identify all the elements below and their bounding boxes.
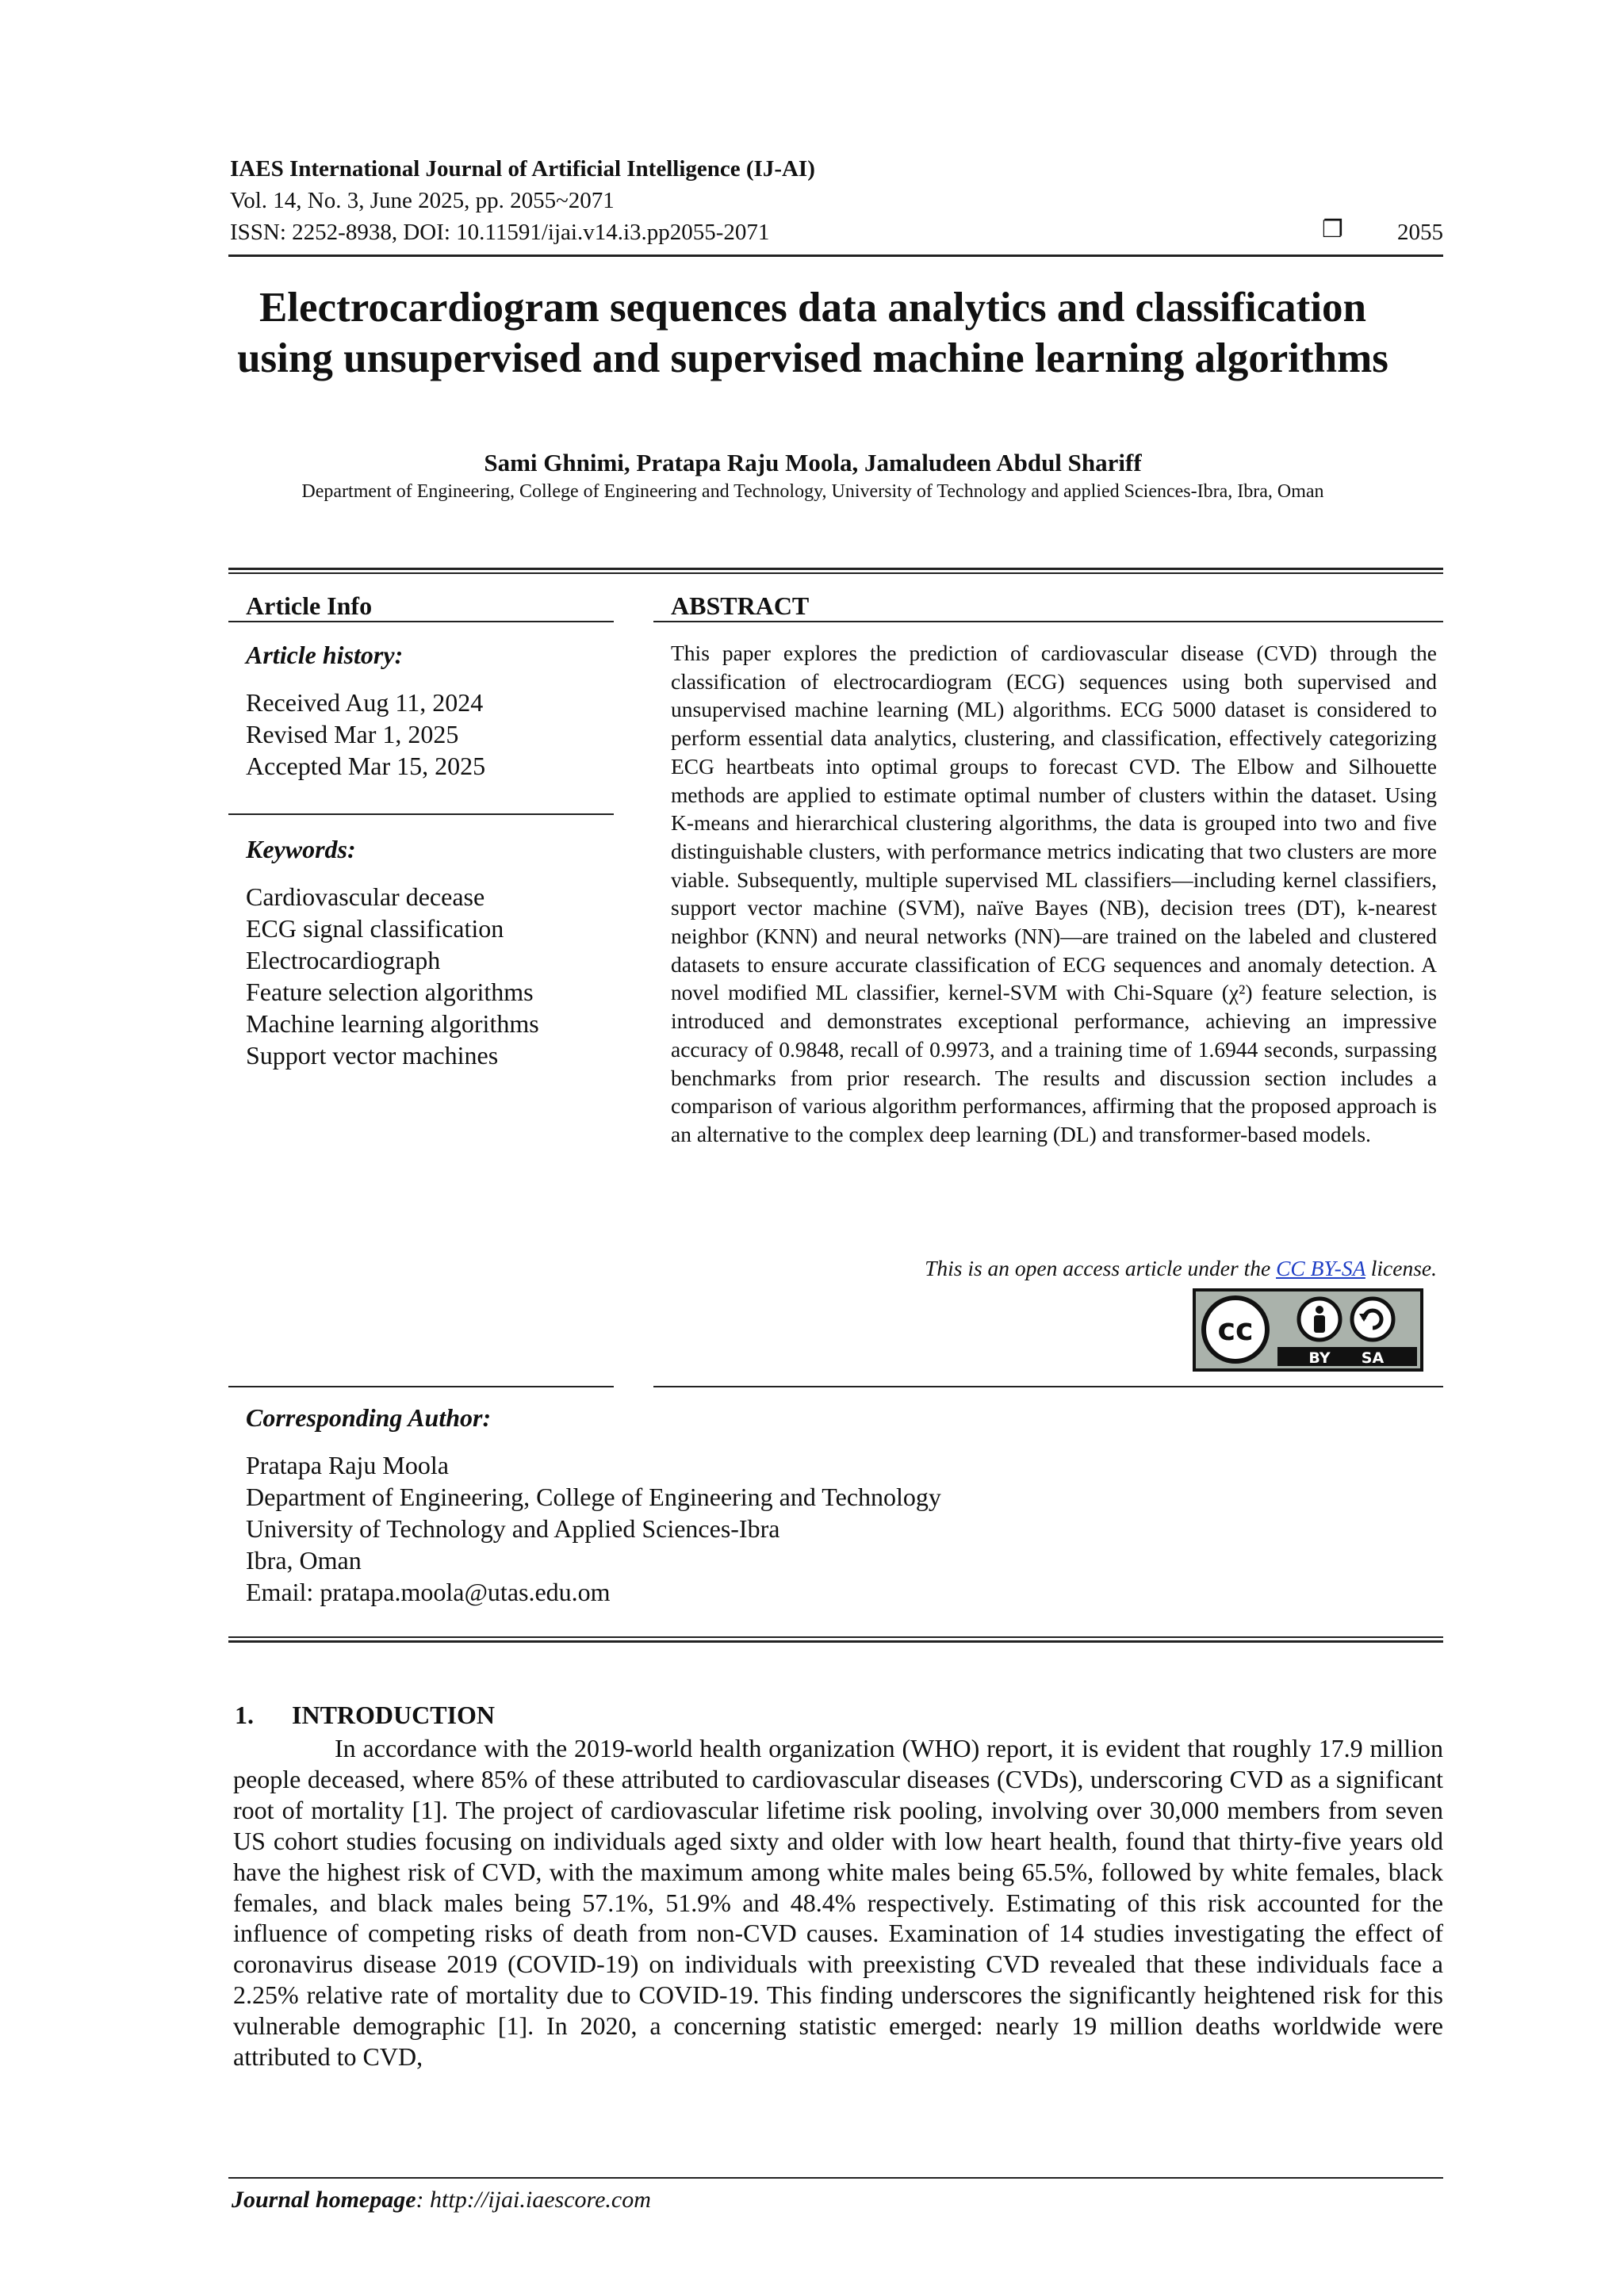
- section-heading: INTRODUCTION: [292, 1701, 496, 1729]
- info-rule-bottom: [228, 1636, 1443, 1638]
- accepted-date: Accepted Mar 15, 2025: [246, 752, 486, 780]
- introduction-paragraph: In accordance with the 2019-world health organization (WHO) report, it is evident that roughly 17.9 million people deceased, where 85% of these attributed to cardiovascular diseases (CVDs), underscoring CVD as a significant root of mortality [1]. The project of cardiovascular lifetime risk pooling, involving over 30,000 members from seven US cohort studies focusing on individuals aged sixty and older with low heart health, found that thirty-five years old have the highest risk of CVD, with the maximum among white males being 65.5%, followed by white females, black females, and black males being 57.1%, 51.9% and 48.4% respectively. Estimating of this risk accounted for the influence of competing risks of death from non-CVD causes. Examination of 14 studies investigating the effect of coronavirus disease 2019 (COVID-19) on individuals with preexisting CVD revealed that these individuals face a 2.25% relative rate of mortality due to COVID-19. This finding underscores the significantly heightened risk for this vulnerable demographic [1]. In 2020, a concerning statistic emerged: nearly 19 million deaths worldwide were attributed to CVD,: [233, 1734, 1443, 2072]
- authors: Sami Ghnimi, Pratapa Raju Moola, Jamaludeen Abdul Shariff: [484, 449, 1142, 476]
- author-location: Ibra, Oman: [246, 1546, 362, 1575]
- abstract-column-bottom-rule: [653, 1386, 1443, 1387]
- introduction-body: [233, 1733, 1443, 2072]
- volume-info: Vol. 14, No. 3, June 2025, pp. 2055~2071: [230, 188, 615, 213]
- cc-license-logo: [1194, 1290, 1422, 1370]
- page-box-icon: ❐: [1322, 216, 1343, 243]
- paper-title-line-1: Electrocardiogram sequences data analytics and classification: [259, 285, 1367, 331]
- info-rule-bottom-2: [228, 1640, 1443, 1643]
- header-rule: [228, 254, 1443, 257]
- article-history: [246, 687, 485, 782]
- history-heading: Article history:: [246, 641, 404, 669]
- issn-doi: ISSN: 2252-8938, DOI: 10.11591/ijai.v14.i3.pp2055-2071: [230, 220, 770, 245]
- revised-date: Revised Mar 1, 2025: [246, 720, 459, 748]
- keyword: ECG signal classification: [246, 914, 504, 943]
- by-person-head: [1316, 1306, 1323, 1314]
- keyword: Machine learning algorithms: [246, 1009, 539, 1038]
- info-rule-top: [228, 568, 1443, 570]
- homepage-sep: :: [416, 2187, 431, 2213]
- abstract-heading: ABSTRACT: [671, 591, 810, 620]
- license-link[interactable]: CC BY-SA: [1276, 1256, 1365, 1280]
- keyword: Electrocardiograph: [246, 946, 441, 974]
- sa-share-alike-icon: [1352, 1299, 1393, 1340]
- article-info-rule: [228, 621, 614, 622]
- sa-label: SA: [1361, 1349, 1385, 1367]
- paper-title-line-2: using unsupervised and supervised machine learning algorithms: [237, 335, 1388, 381]
- keywords-heading: Keywords:: [246, 835, 356, 863]
- by-person-body: [1314, 1315, 1325, 1333]
- author-email: Email: pratapa.moola@utas.edu.om: [246, 1578, 611, 1606]
- author-name: Pratapa Raju Moola: [246, 1451, 449, 1479]
- corresponding-heading: Corresponding Author:: [246, 1403, 492, 1432]
- license-notice: [671, 1255, 1437, 1282]
- abstract-text: This paper explores the prediction of cardiovascular disease (CVD) through the classification of electrocardiogram (ECG) sequences using both supervised and unsupervised machine learning (ML) algorithms. ECG 5000 dataset is considered to perform essential data analytics, clustering, and classification, effectively categorizing ECG heartbeats into optimal groups to forecast CVD. The Elbow and Silhouette methods are applied to estimate optimal number of clusters within the dataset. Using K-means and hierarchical clustering algorithms, the data is grouped into two and five distinguishable clusters, with performance metrics indicating that two clusters are more viable. Subsequently, multiple supervised ML classifiers—including kernel classifiers, support vector machine (SVM), naïve Bayes (NB), decision trees (DT), k-nearest neighbor (KNN) and neural networks (NN)—are trained on the labeled and clustered datasets to ensure accurate classification of ECG sequences and anomaly detection. A novel modified ML classifier, kernel-SVM with Chi-Square (χ²) feature selection, is introduced and demonstrates exceptional performance, achieving an impressive accuracy of 0.9848, recall of 0.9973, and a training time of 1.6944 seconds, surpassing benchmarks from prior research. The results and discussion section includes a comparison of various algorithm performances, affirming that the proposed approach is an alternative to the complex deep learning (DL) and transformer-based models.: [671, 641, 1437, 1146]
- homepage-url[interactable]: http://ijai.iaescore.com: [430, 2187, 651, 2213]
- history-rule: [228, 813, 614, 815]
- author-department: Department of Engineering, College of Engineering and Technology: [246, 1483, 941, 1511]
- page-number: 2055: [1397, 220, 1443, 245]
- keyword: Cardiovascular decease: [246, 882, 485, 911]
- abstract-rule: [653, 621, 1443, 622]
- corresponding-author-block: [246, 1449, 941, 1608]
- info-rule-top-2: [228, 572, 1443, 574]
- footer-rule: [228, 2177, 1443, 2179]
- info-column-bottom-rule: [228, 1386, 614, 1387]
- affiliation: Department of Engineering, College of Engineering and Technology, University of Technology and applied Sciences-Ibra, Ibra, Oman: [301, 481, 1324, 502]
- keyword-list: [246, 881, 539, 1071]
- homepage-label: Journal homepage: [232, 2187, 416, 2213]
- keyword: Feature selection algorithms: [246, 978, 534, 1006]
- cc-letters: cc: [1217, 1312, 1254, 1347]
- journal-name: IAES International Journal of Artificial Intelligence (IJ-AI): [230, 156, 815, 182]
- license-prefix: This is an open access article under the: [925, 1256, 1277, 1280]
- cc-by-sa-badge[interactable]: [1193, 1288, 1423, 1372]
- keyword: Support vector machines: [246, 1041, 499, 1070]
- author-university: University of Technology and Applied Sciences-Ibra: [246, 1514, 780, 1543]
- journal-homepage: [232, 2186, 651, 2214]
- section-number: 1.: [235, 1701, 254, 1729]
- by-label: BY: [1308, 1349, 1331, 1367]
- received-date: Received Aug 11, 2024: [246, 688, 484, 717]
- badge-label-bar: [1277, 1347, 1417, 1366]
- license-suffix: license.: [1365, 1256, 1437, 1280]
- article-info-heading: Article Info: [246, 591, 373, 620]
